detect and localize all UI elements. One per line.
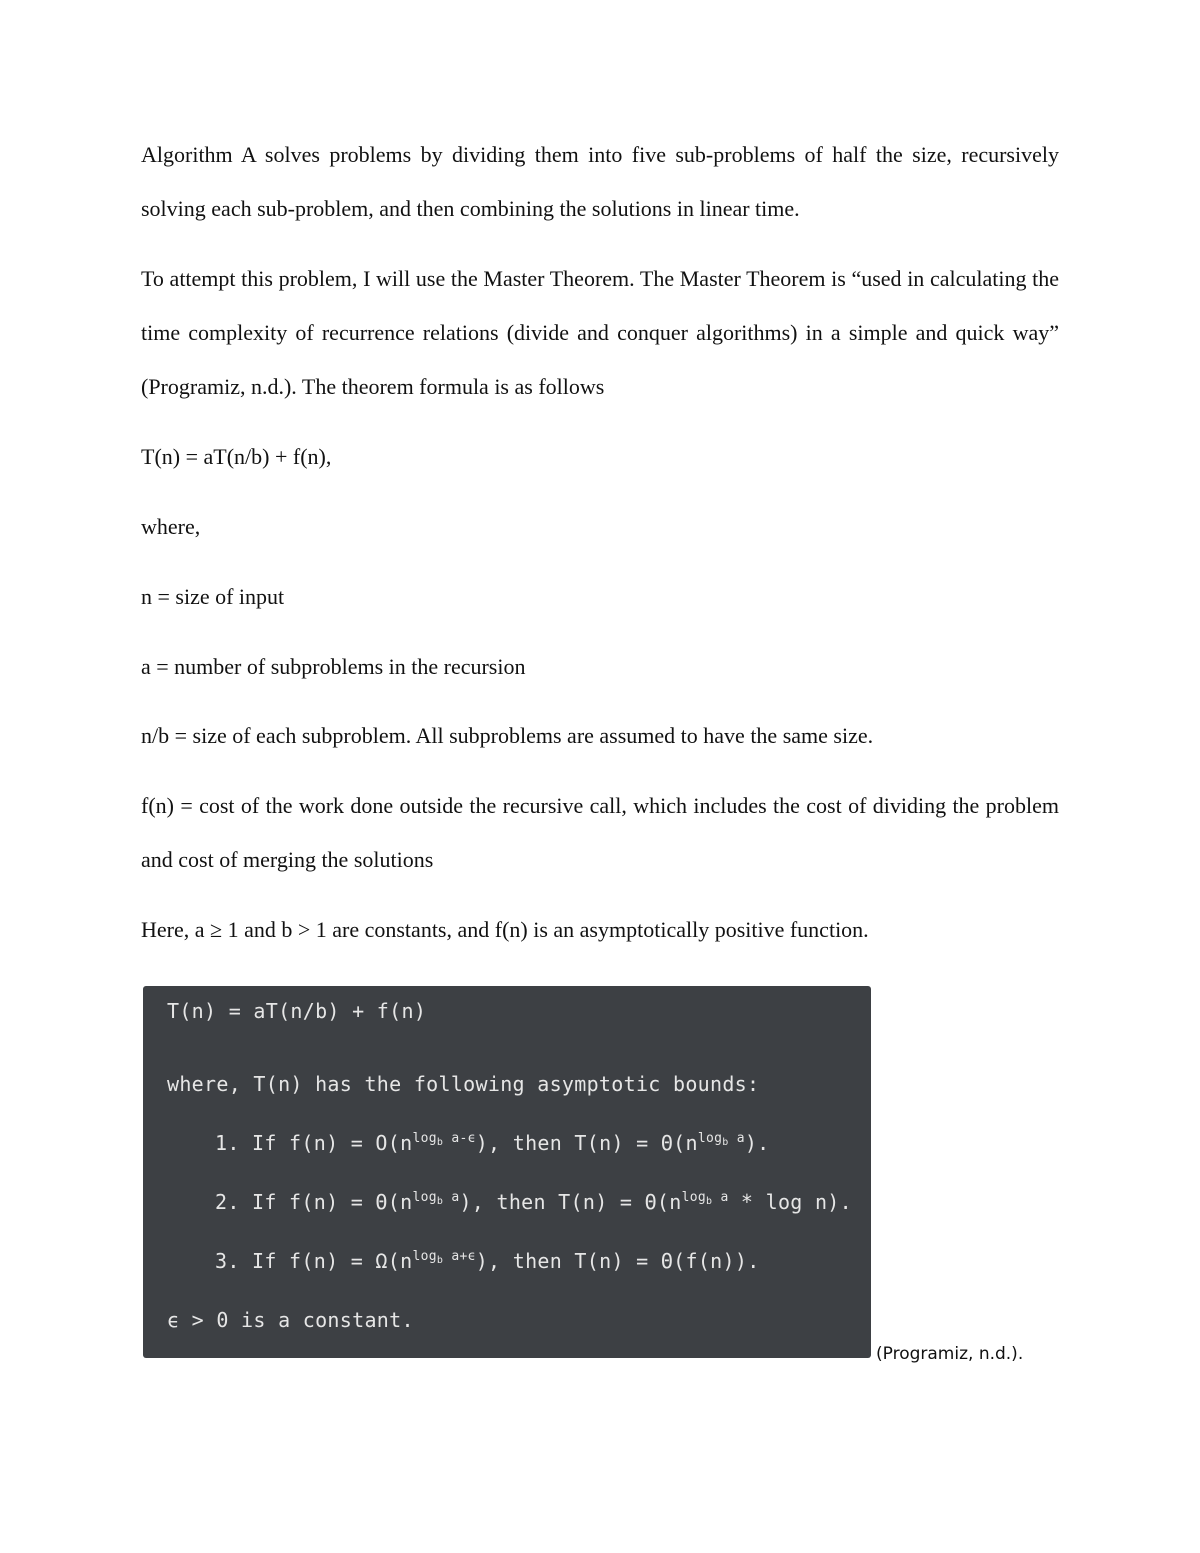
code-epsilon-note: ϵ > 0 is a constant. — [167, 1308, 414, 1332]
definition-a: a = number of subproblems in the recursion — [141, 654, 526, 679]
constants-statement: Here, a ≥ 1 and b > 1 are constants, and f(n) is an asymptotically positive function. — [141, 917, 869, 942]
master-theorem-paragraph: To attempt this problem, I will use the Master Theorem. The Master Theorem is “used in calculating the time complexity of recurrence relations (divide and conquer algorithms) in a simple and quick way” (Programiz, n.d.). The theorem formula is as follows — [141, 266, 1059, 399]
image-citation: (Programiz, n.d.). — [876, 1344, 1024, 1364]
definition-n-over-b: n/b = size of each subproblem. All subproblems are assumed to have the same size. — [141, 723, 874, 748]
definition-n: n = size of input — [141, 584, 285, 609]
code-case-2: 2. If $f(n) = \Theta(n^{log_b a})$, then $T(n) = \Theta(n^{log_b a} * \log n)$. — [215, 1190, 852, 1214]
theorem-formula: T(n) = aT(n/b) + f(n), — [141, 444, 332, 469]
master-theorem-code-block — [143, 986, 871, 1358]
code-recurrence: T(n) = aT(n/b) + f(n) — [167, 999, 427, 1023]
code-case-1: 1. If $f(n) = O(n^{log_b a-\epsilon})$, then $T(n) = \Theta(n^{log_b a})$. — [215, 1131, 770, 1155]
intro-paragraph: Algorithm A solves problems by dividing them into five sub-problems of half the size, recursively solving each sub-problem, and then combining the solutions in linear time. — [141, 142, 1059, 221]
where-label: where, — [141, 514, 201, 539]
code-case-3: 3. If $f(n) = \Omega(n^{log_b a+\epsilon})$, then T(n) = Θ(f(n)). — [215, 1249, 760, 1273]
code-where-line: where, T(n) has the following asymptotic bounds: — [167, 1072, 760, 1096]
definition-f-of-n: f(n) = cost of the work done outside the recursive call, which includes the cost of dividing the problem and cost of merging the solutions — [141, 793, 1059, 872]
